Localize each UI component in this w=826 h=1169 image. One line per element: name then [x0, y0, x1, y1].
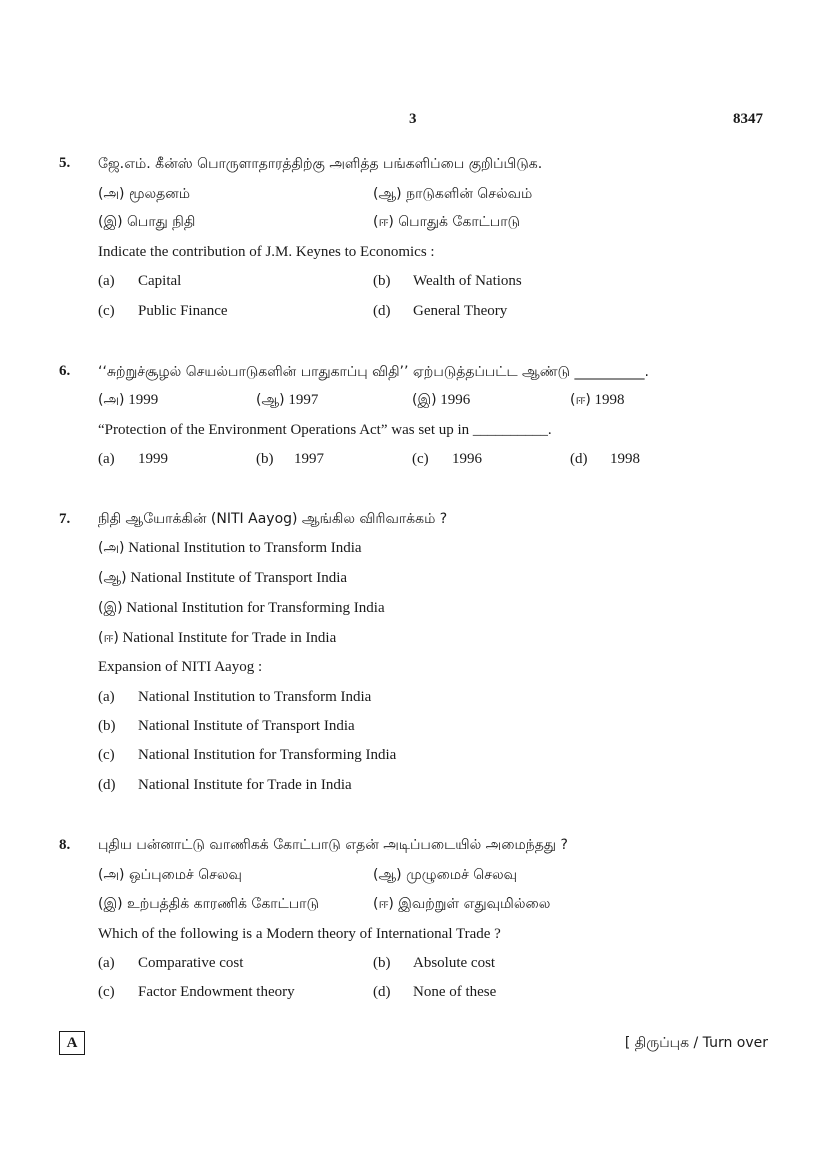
english-question: Which of the following is a Modern theory of International Trade ?: [98, 926, 501, 942]
option-c-tamil: (இ) National Institution for Transforming India: [98, 600, 385, 616]
option-b-tamil: (ஆ) 1997: [256, 392, 319, 408]
option-a-tamil: (அ) மூலதனம்: [98, 186, 191, 202]
option-d-tamil: (ஈ) 1998: [570, 392, 625, 408]
english-question: Indicate the contribution of J.M. Keynes to Economics :: [98, 244, 435, 260]
option-c-english: (c) Public Finance: [98, 303, 228, 319]
english-question: Expansion of NITI Aayog :: [98, 659, 263, 675]
tamil-question: நிதி ஆயோக்கின் (NITI Aayog) ஆங்கில விரிவாக்கம் ?: [98, 511, 448, 527]
turn-over-text: [ திருப்புக / Turn over: [624, 1035, 768, 1051]
option-c-english: (c) 1996: [412, 451, 482, 467]
question-number: 6.: [59, 363, 71, 379]
option-d-english: (d) None of these: [373, 984, 497, 1000]
option-a-tamil: (அ) National Institution to Transform India: [98, 540, 362, 556]
option-d-tamil: (ஈ) National Institute for Trade in India: [98, 630, 337, 646]
option-a-tamil: (அ) ஒப்புமைச் செலவு: [98, 867, 242, 883]
tamil-question: புதிய பன்னாட்டு வாணிகக் கோட்பாடு எதன் அடிப்படையில் அமைந்தது ?: [98, 837, 568, 853]
option-a-english: (a) Capital: [98, 273, 182, 289]
option-a-tamil: (அ) 1999: [98, 392, 159, 408]
option-b-english: (b) Wealth of Nations: [373, 273, 522, 289]
series-box: A: [59, 1031, 85, 1055]
question-number: 7.: [59, 511, 71, 527]
option-b-english: (b) 1997: [256, 451, 324, 467]
option-c-english: (c) National Institution for Transforming India: [98, 747, 397, 763]
option-a-english: (a) Comparative cost: [98, 955, 244, 971]
option-b-tamil: (ஆ) National Institute of Transport India: [98, 570, 348, 586]
option-d-english: (d) National Institute for Trade in India: [98, 777, 352, 793]
page-number: 3: [409, 111, 417, 127]
option-d-tamil: (ஈ) பொதுக் கோட்பாடு: [373, 214, 521, 230]
paper-code: 8347: [733, 111, 763, 127]
tamil-question: ‘‘சுற்றுச்சூழல் செயல்பாடுகளின் பாதுகாப்பு விதி’’ ஏற்படுத்தப்பட்ட ஆண்டு __________.: [98, 364, 649, 380]
question-number: 8.: [59, 837, 71, 853]
question-number: 5.: [59, 155, 71, 171]
option-d-english: (d) General Theory: [373, 303, 508, 319]
option-b-tamil: (ஆ) நாடுகளின் செல்வம்: [373, 186, 533, 202]
option-c-tamil: (இ) உற்பத்திக் காரணிக் கோட்பாடு: [98, 896, 319, 912]
option-c-english: (c) Factor Endowment theory: [98, 984, 295, 1000]
option-b-tamil: (ஆ) முழுமைச் செலவு: [373, 867, 517, 883]
option-c-tamil: (இ) 1996: [412, 392, 471, 408]
option-b-english: (b) National Institute of Transport India: [98, 718, 355, 734]
english-question: “Protection of the Environment Operations Act” was set up in __________.: [98, 422, 552, 438]
option-b-english: (b) Absolute cost: [373, 955, 496, 971]
option-a-english: (a) 1999: [98, 451, 168, 467]
option-c-tamil: (இ) பொது நிதி: [98, 214, 196, 230]
tamil-question: ஜே.எம். கீன்ஸ் பொருளாதாரத்திற்கு அளித்த பங்களிப்பை குறிப்பிடுக.: [98, 156, 543, 172]
option-a-english: (a) National Institution to Transform India: [98, 689, 372, 705]
option-d-english: (d) 1998: [570, 451, 640, 467]
option-d-tamil: (ஈ) இவற்றுள் எதுவுமில்லை: [373, 896, 551, 912]
